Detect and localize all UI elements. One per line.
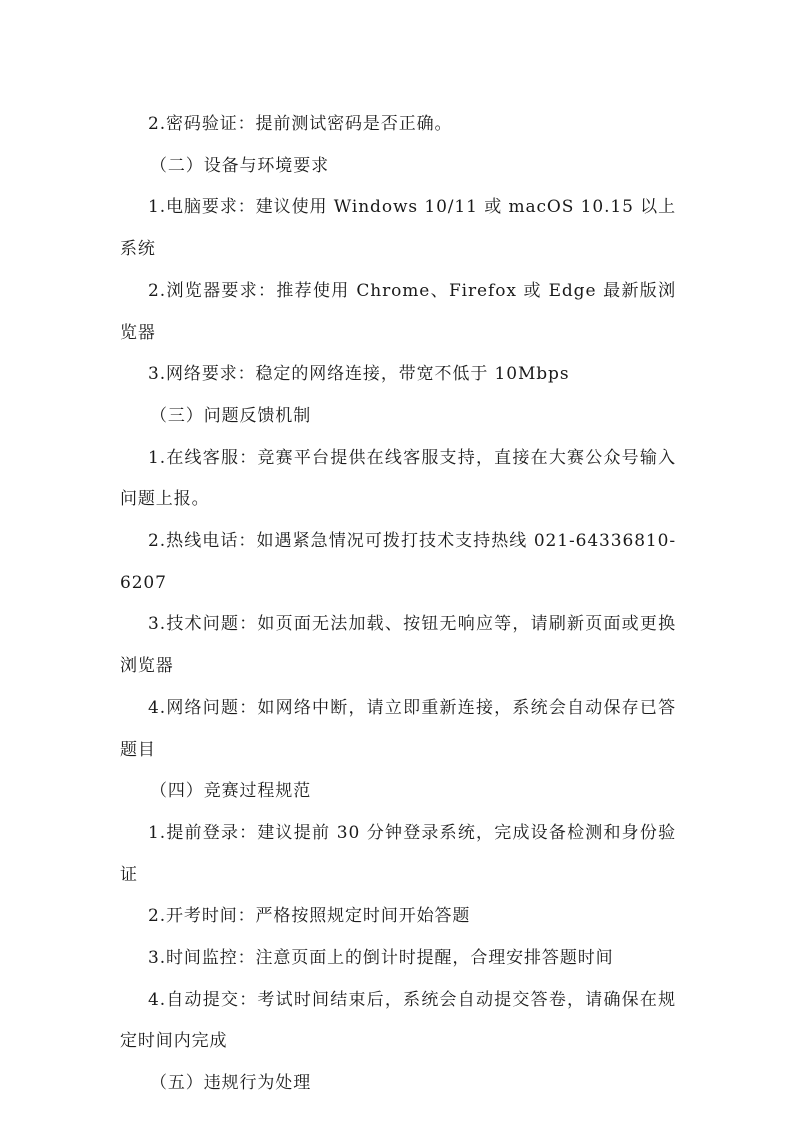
- section-heading-process: （四）竞赛过程规范: [150, 781, 312, 802]
- section-heading-feedback: （三）问题反馈机制: [150, 405, 312, 426]
- browser-requirement-item: 2.浏览器要求：推荐使用 Chrome、Firefox 或 Edge 最新版浏览器: [120, 280, 676, 343]
- online-support-item: 1.在线客服：竞赛平台提供在线客服支持，直接在大赛公众号输入问题上报。: [120, 447, 676, 510]
- early-login-item: 1.提前登录：建议提前 30 分钟登录系统，完成设备检测和身份验证: [120, 822, 676, 885]
- start-time-item: 2.开考时间：严格按照规定时间开始答题: [148, 906, 471, 927]
- hotline-item: 2.热线电话：如遇紧急情况可拨打技术支持热线 021-64336810-6207: [120, 531, 676, 593]
- computer-requirement-item: 1.电脑要求：建议使用 Windows 10/11 或 macOS 10.15 以上系统: [120, 197, 676, 260]
- technical-issue-item: 3.技术问题：如页面无法加载、按钮无响应等，请刷新页面或更换浏览器: [120, 614, 676, 677]
- network-requirement-item: 3.网络要求：稳定的网络连接，带宽不低于 10Mbps: [148, 364, 570, 385]
- time-monitor-item: 3.时间监控：注意页面上的倒计时提醒，合理安排答题时间: [148, 948, 614, 969]
- document-body: [120, 104, 676, 1105]
- network-issue-item: 4.网络问题：如网络中断，请立即重新连接，系统会自动保存已答题目: [120, 697, 676, 760]
- section-heading-violations: （五）违规行为处理: [150, 1073, 312, 1094]
- section-heading-equipment: （二）设备与环境要求: [150, 155, 329, 176]
- auto-submit-item: 4.自动提交：考试时间结束后，系统会自动提交答卷，请确保在规定时间内完成: [120, 989, 676, 1052]
- password-verification-item: 2.密码验证：提前测试密码是否正确。: [148, 114, 453, 134]
